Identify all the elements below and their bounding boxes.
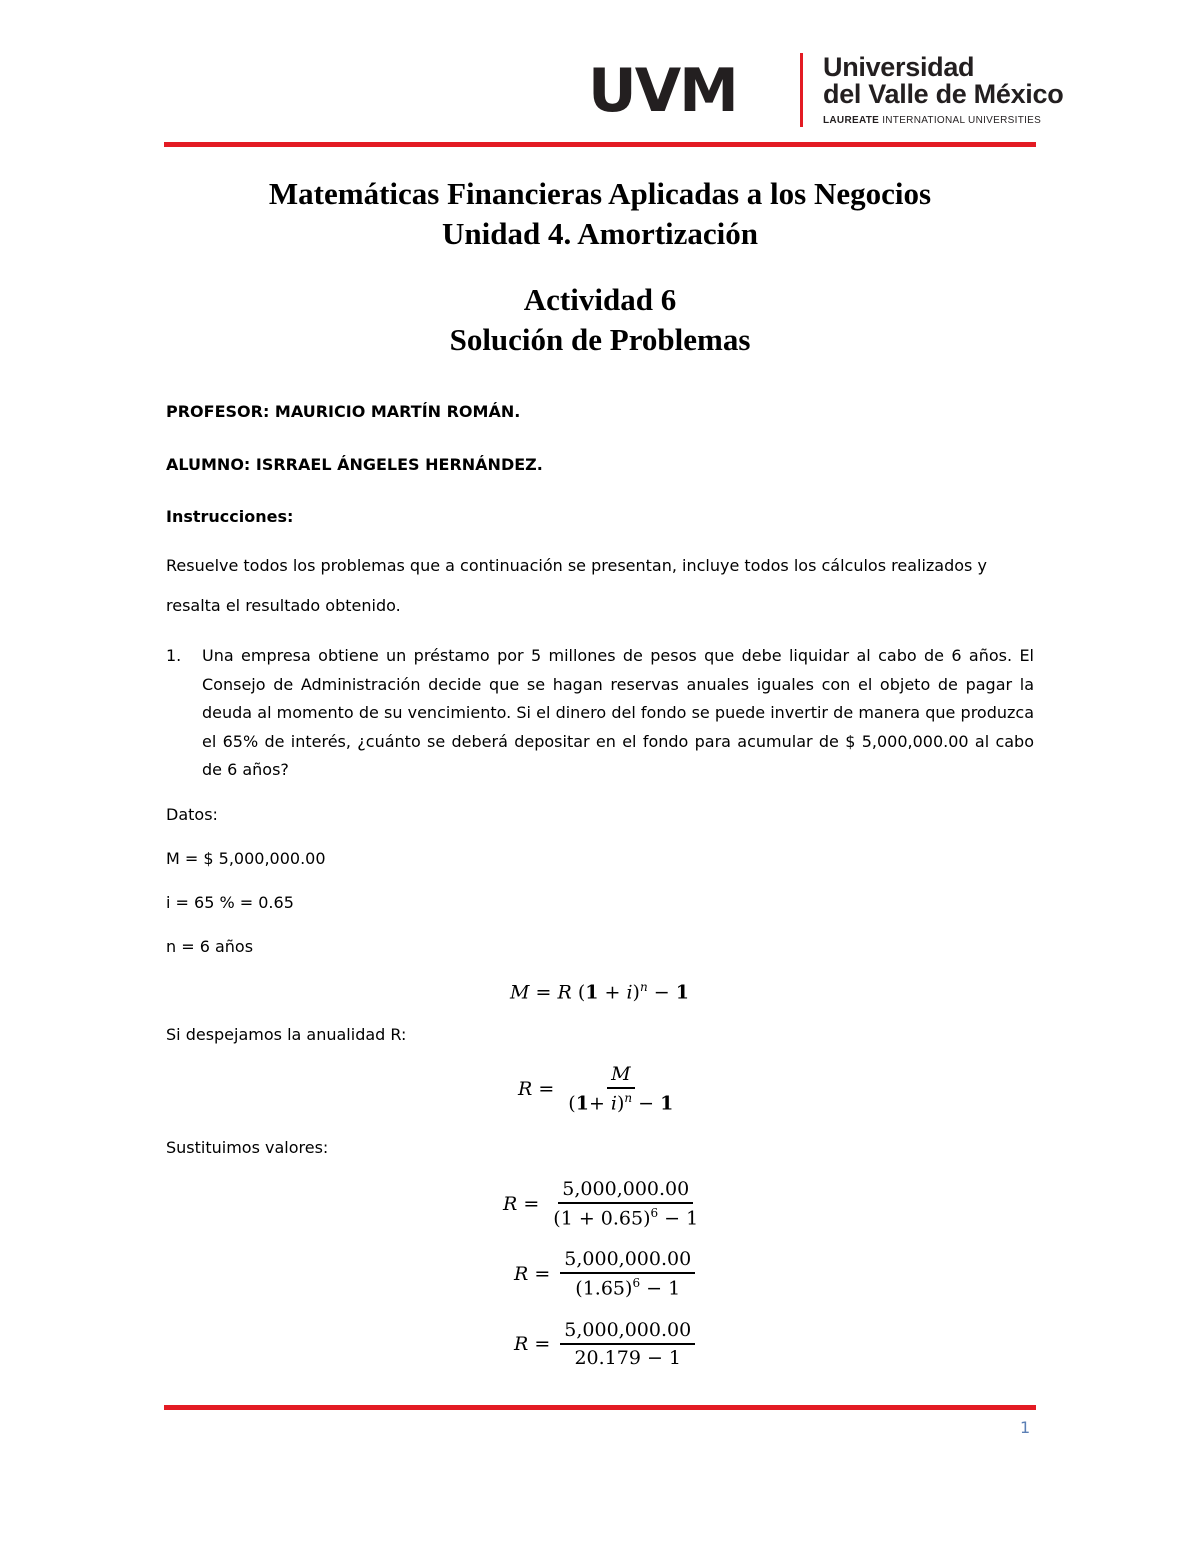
formula-monto: M = R $(1 + i)^n - 1$: [510, 980, 689, 1004]
logo-wordmark: [823, 54, 1063, 126]
alumno-line: ALUMNO: ISRRAEL ÁNGELES HERNÁNDEZ.: [166, 455, 543, 474]
formula-anualidad: R = $\frac{M}{(1+ i)^n - 1}$: [518, 1063, 677, 1114]
profesor-line: PROFESOR: MAURICIO MARTÍN ROMÁN.: [166, 402, 521, 421]
dato-n: n = 6 años: [166, 937, 254, 956]
formula-sustitucion-2-fraction: $\frac{5,000,000.00}{(1.65)^6 - 1}$: [560, 1248, 695, 1299]
problem-text: Una empresa obtiene un préstamo por 5 millones de pesos que debe liquidar al cabo de 6 años. El Consejo de Administración decide que se hagan reservas anuales iguales con el objeto de pagar la deuda al momento de su vencimiento. Si el dinero del fondo se puede invertir de manera que produzca el 65% de interés, ¿cuánto se deberá depositar en el fondo para acumular de $ 5,000,000.00 al cabo de 6 años?: [202, 646, 1034, 779]
formula-sustitucion-1: R = $\frac{5,000,000.00}{(1 + 0.65)^6 - 1}$: [503, 1178, 702, 1229]
formula-sustitucion-3-fraction: $\frac{5,000,000.00}{20.179 - 1}$: [560, 1319, 695, 1369]
logo-valle-de-mexico: del Valle de México: [823, 79, 1064, 109]
course-title: Matemáticas Financieras Aplicadas a los Negocios: [268, 176, 932, 211]
problem-1: [166, 642, 1034, 785]
dato-i: i = 65 % = 0.65: [166, 893, 294, 912]
activity-title: Actividad 6: [523, 282, 677, 317]
problem-number: 1.: [166, 646, 182, 665]
course-title-block: [164, 174, 1036, 254]
uvm-logo-mark-text: UVM: [588, 65, 737, 115]
header-red-rule: [164, 142, 1036, 147]
logo-university: Universidad: [823, 52, 975, 82]
activity-title-block: [164, 280, 1036, 360]
instrucciones-label: Instrucciones:: [166, 507, 294, 526]
dato-m: M = $ 5,000,000.00: [166, 849, 326, 868]
logo-divider: [800, 53, 803, 127]
activity-subtitle: Solución de Problemas: [449, 322, 751, 357]
formula-sustitucion-3: R = $\frac{5,000,000.00}{20.179 - 1}$: [514, 1319, 695, 1369]
datos-label: Datos:: [166, 805, 218, 824]
footer-red-rule: [164, 1405, 1036, 1410]
instrucciones-text: Resuelve todos los problemas que a continuación se presentan, incluye todos los cálculos realizados y resalta el resultado obtenido.: [166, 556, 987, 615]
formula-sustitucion-2: R = $\frac{5,000,000.00}{(1.65)^6 - 1}$: [514, 1248, 695, 1299]
uvm-logo: [588, 50, 1063, 130]
uvm-logo-mark: [588, 65, 778, 115]
unit-title: Unidad 4. Amortización: [441, 216, 759, 251]
sustituimos-label: Sustituimos valores:: [166, 1138, 329, 1157]
page-number: 1: [1020, 1418, 1031, 1437]
despeje-label: Si despejamos la anualidad R:: [166, 1025, 407, 1044]
logo-laureate-tag: LAUREATE INTERNATIONAL UNIVERSITIES: [823, 115, 1042, 126]
formula-anualidad-fraction: $\frac{M}{(1+ i)^n - 1}$: [568, 1063, 674, 1115]
formula-sustitucion-1-fraction: $\frac{5,000,000.00}{(1 + 0.65)^6 - 1}$: [553, 1178, 699, 1230]
